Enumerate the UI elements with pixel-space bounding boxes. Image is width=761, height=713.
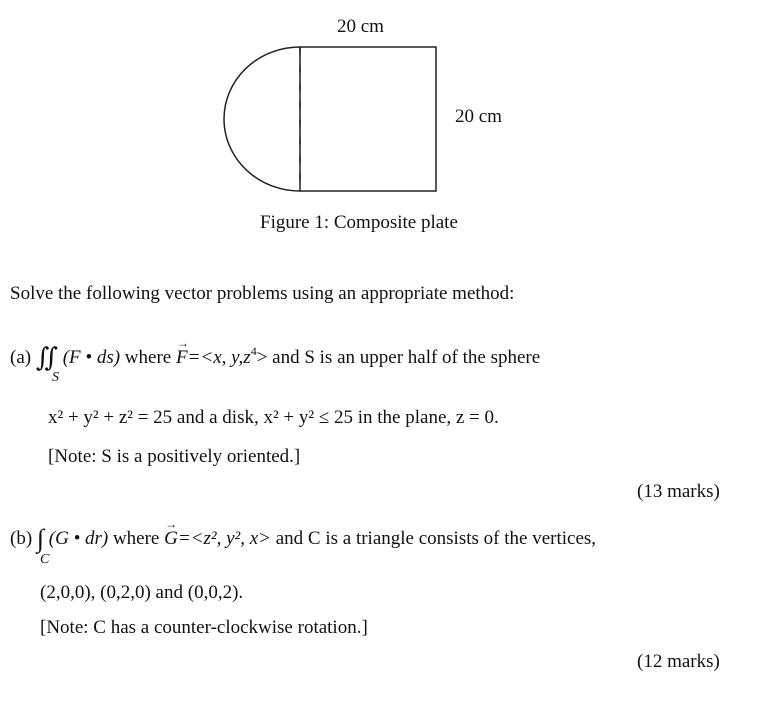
line-integral-icon: ∫ (36, 524, 45, 553)
part-a-field-end: > (256, 347, 268, 368)
part-a-field-name: → F (176, 347, 188, 369)
part-b-marks: (12 marks) (637, 651, 720, 672)
part-b-line (10, 521, 596, 551)
part-a-region-label: S (52, 370, 59, 385)
square-plate (300, 47, 436, 191)
part-a-field-def: =<x, y,z (187, 347, 251, 368)
part-b-region-label: C (40, 552, 50, 567)
top-dimension-label: 20 cm (337, 16, 384, 37)
part-b-integrand: (G • dr) (48, 528, 109, 549)
part-a-field-exponent: 4 (250, 344, 257, 358)
part-b-where: where (112, 528, 160, 549)
part-b-field-def: =<z², y², x> (177, 528, 271, 549)
part-a-marks: (13 marks) (637, 481, 720, 502)
part-b-curve-text: and C is a triangle consists of the vertices, (275, 528, 597, 549)
part-a-label: (a) (10, 347, 32, 368)
part-a-where: where (124, 347, 172, 368)
part-b-vertices: (2,0,0), (0,2,0) and (0,0,2). (40, 582, 244, 603)
part-a-note: [Note: S is a positively oriented.] (48, 446, 301, 467)
double-integral-icon: ∬ (35, 343, 58, 372)
part-a-integrand: (F • ds) (62, 347, 121, 368)
part-a-line (10, 340, 540, 370)
part-b-note: [Note: C has a counter-clockwise rotation.] (40, 617, 368, 638)
part-a-equation-line: x² + y² + z² = 25 and a disk, x² + y² ≤ 25 in the plane, z = 0. (48, 407, 499, 428)
part-a-surface-text: and S is an upper half of the sphere (272, 347, 541, 368)
part-b-field-name: → G (164, 528, 178, 550)
part-b-label: (b) (10, 528, 33, 549)
semicircle-plate (224, 47, 300, 191)
side-dimension-label: 20 cm (455, 106, 502, 127)
intro-text: Solve the following vector problems using an appropriate method: (10, 283, 515, 304)
figure-caption: Figure 1: Composite plate (260, 212, 458, 233)
